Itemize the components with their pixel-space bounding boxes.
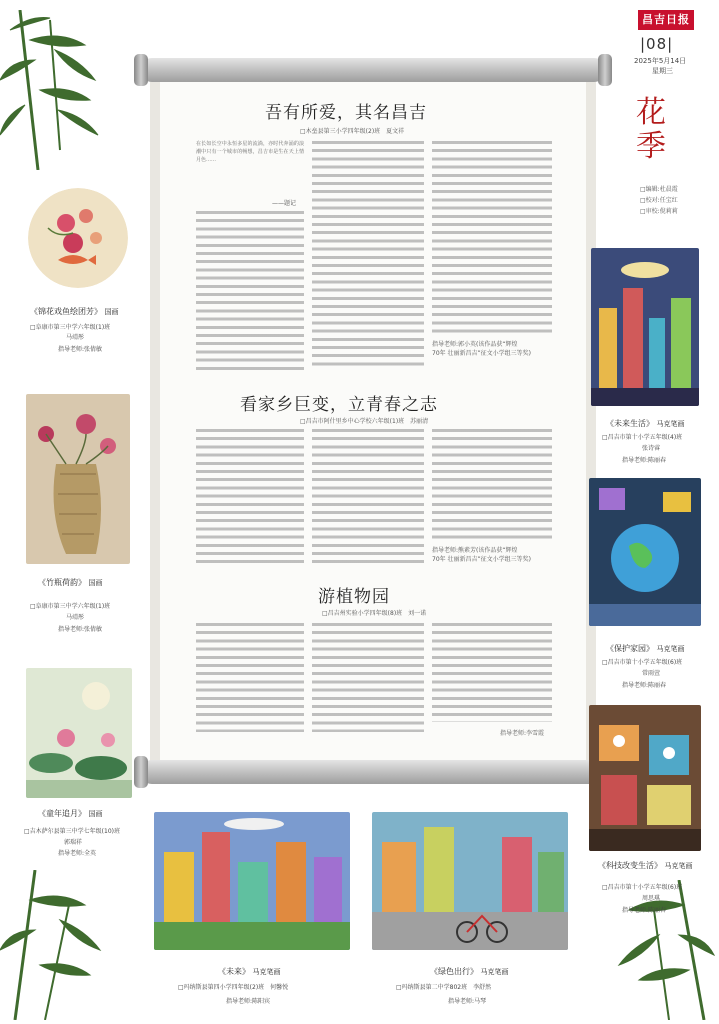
painting-student: 马靖彤 [66, 334, 85, 341]
painting-image [26, 668, 132, 798]
editor-credits [640, 184, 678, 217]
scroll-rod-top [140, 58, 606, 82]
green-travel-illustration [372, 812, 568, 950]
protect-home-illustration [589, 478, 701, 626]
painting-title: 《竹瓶荷韵》 [38, 578, 86, 587]
article-body-column [196, 210, 304, 370]
painting-image [589, 705, 701, 851]
tech-life-illustration [589, 705, 701, 851]
article-title: 吾有所爱，其名昌吉 [265, 103, 427, 123]
article-body-column [312, 622, 424, 732]
article-title: 看家乡巨变，立青春之志 [240, 395, 438, 415]
article-advisor: 指导老师:李雪霞 [500, 730, 545, 737]
article-byline: □昌吉市阿什里乡中心学校六年级(1)班 苏丽清 [300, 418, 429, 425]
article-byline: □木垒县第三小学四年级(2)班 夏文祥 [300, 128, 405, 135]
painting-student: 常雨萱 [642, 670, 661, 677]
painting-advisor: 指导老师:陈丽春 [622, 907, 667, 914]
painting-student: 郭瑞祥 [64, 839, 83, 846]
painting-student: 马靖彤 [66, 614, 85, 621]
note-line: 70年 壮丽新昌吉”征文小学组三等奖) [432, 350, 531, 357]
intro-signature: ——题记 [272, 200, 297, 207]
article-advisor-note [432, 546, 556, 564]
painting-title: 《科技改变生活》 [598, 861, 662, 870]
scroll-rod-bottom [140, 760, 606, 784]
painting-type: 马克笔画 [252, 968, 281, 976]
article-advisor-note [432, 340, 556, 358]
painting-caption [38, 808, 103, 819]
article-body-column [432, 428, 552, 540]
article-body-column [196, 622, 304, 732]
note-line: 指导老师:熊素芳(该作品获“辉煌 [432, 547, 518, 554]
painting-advisor: 指导老师:陈丽春 [622, 457, 667, 464]
editor-line: □审校:倪莉莉 [640, 208, 678, 215]
painting-type: 马克笔画 [480, 968, 509, 976]
painting-school: □昌吉市第十小学五年级(6)班 [602, 884, 683, 891]
painting-student: 周思琪 [642, 895, 661, 902]
issue-weekday: 星期三 [652, 67, 673, 75]
painting-school: □昌吉市第十小学五年级(4)班 [602, 434, 683, 441]
painting-type: 马克笔画 [656, 645, 685, 653]
painting-caption [38, 577, 103, 588]
painting-advisor: 指导老师:马琴 [448, 998, 487, 1005]
painting-type: 马克笔画 [656, 420, 685, 428]
painting-type: 国画 [88, 579, 103, 587]
bamboo-bottom-left [0, 870, 110, 1020]
painting-school: □阜康市第三中学六年级(1)班 [30, 324, 111, 331]
painting-advisor: 指导老师:张倩敏 [58, 346, 103, 353]
painting-advisor: 指导老师:陈阳宾 [226, 998, 271, 1005]
article-body-column [312, 428, 424, 568]
painting-image [372, 812, 568, 950]
painting-title: 《未来》 [218, 967, 250, 976]
painting-title: 《绿色出行》 [430, 967, 478, 976]
bamboo-top-left [0, 10, 110, 170]
intro-text: 在长如长空中永恒多星的流淌，亦时代奔涌的浪潮中只有一个城市的畅想，昌吉市是生在天上情月色…… [196, 141, 304, 164]
article-body-column [196, 428, 304, 568]
section-title: 花季 [636, 95, 666, 164]
newspaper-logo: 昌吉日报 [638, 10, 694, 30]
future-town-illustration [154, 812, 350, 950]
painting-advisor: 指导老师:全英 [58, 850, 97, 857]
future-city-illustration [591, 248, 699, 406]
painting-school: □玛纳斯县第四小学四年级(2)班 何馨悦 [178, 984, 289, 991]
painting-image [154, 812, 350, 950]
painting-image [591, 248, 699, 406]
article-body-column [432, 140, 552, 336]
painting-advisor: 指导老师:张倩敏 [58, 626, 103, 633]
painting-image [26, 394, 130, 564]
painting-image [589, 478, 701, 626]
article-body-column [312, 140, 424, 370]
painting-school: □阜康市第三中学六年级(1)班 [30, 603, 111, 610]
painting-school: □吉木萨尔县第三中学七年级(10)班 [24, 828, 120, 835]
painting-caption [430, 966, 509, 977]
editor-line: □校对:任宝红 [640, 197, 678, 204]
painting-school: □玛纳斯县第二中学802班 李舒然 [396, 984, 492, 991]
painting-caption [606, 643, 685, 654]
note-line: 70年 壮丽新昌吉”征文小学组三等奖) [432, 556, 531, 563]
vase-lotus-illustration [26, 394, 130, 564]
moon-lotus-illustration [26, 668, 132, 798]
painting-caption [598, 860, 693, 871]
article-body-column [432, 622, 552, 722]
painting-title: 《童年追月》 [38, 809, 86, 818]
painting-school: □昌吉市第十小学五年级(6)班 [602, 659, 683, 666]
painting-type: 国画 [88, 810, 103, 818]
painting-caption [218, 966, 281, 977]
painting-title: 《锦花戏鱼绘团芳》 [30, 307, 102, 316]
article-byline: □昌吉州实验小学四年级(8)班 刘一诺 [322, 610, 427, 617]
painting-caption [30, 306, 119, 317]
issue-date: 2025年5月14日 [634, 57, 687, 65]
painting-caption [606, 418, 685, 429]
bamboo-bottom-right [609, 880, 719, 1020]
flower-fish-illustration [28, 188, 128, 288]
painting-image [28, 188, 128, 288]
painting-type: 国画 [104, 308, 119, 316]
article-title: 游植物园 [318, 587, 390, 607]
editor-line: □编辑:杜晨霞 [640, 186, 678, 193]
painting-student: 张诗睿 [642, 445, 661, 452]
painting-title: 《未来生活》 [606, 419, 654, 428]
note-line: 指导老师:郭小英(该作品获“辉煌 [432, 341, 518, 348]
page-number: |08| [640, 35, 674, 53]
painting-type: 马克笔画 [664, 862, 693, 870]
painting-advisor: 指导老师:陈丽春 [622, 682, 667, 689]
painting-title: 《保护家园》 [606, 644, 654, 653]
article-intro [196, 140, 304, 192]
